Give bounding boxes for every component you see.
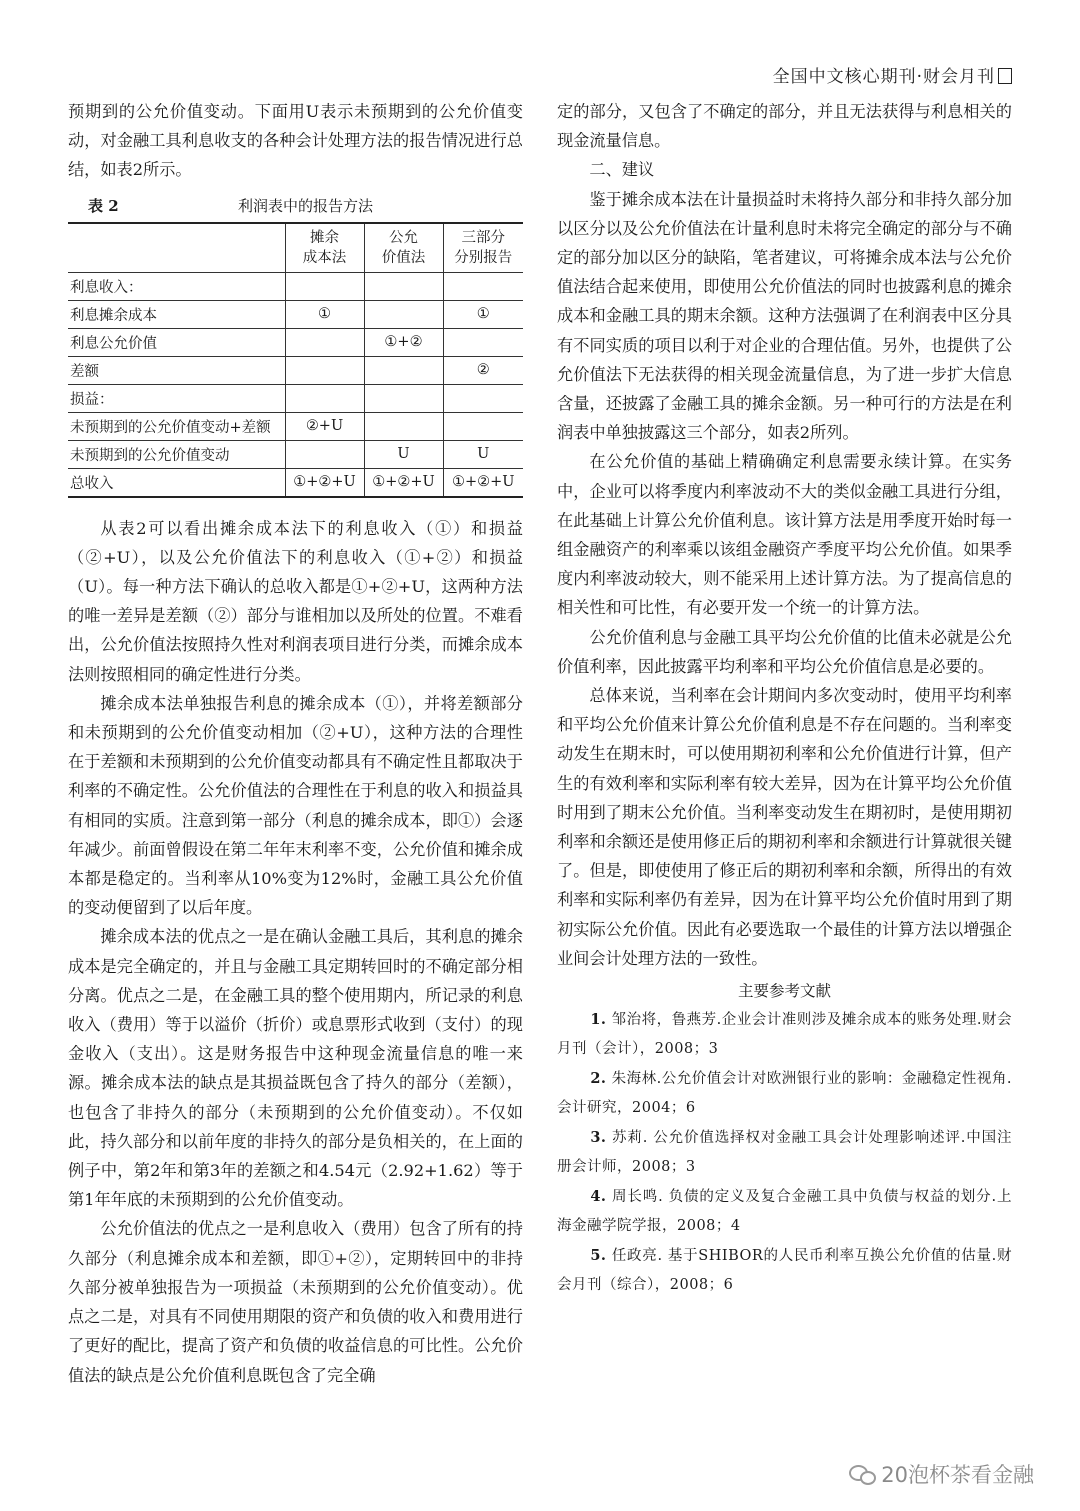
table-cell: U bbox=[364, 440, 443, 468]
row-label: 未预期到的公允价值变动 bbox=[68, 440, 285, 468]
reference-number: 1. bbox=[590, 1011, 607, 1029]
table-cell: ① bbox=[285, 300, 364, 328]
table-cell: ① bbox=[443, 300, 523, 328]
left-column bbox=[68, 97, 523, 1390]
header-line: 成本法 bbox=[302, 249, 347, 266]
reference-number: 3. bbox=[590, 1129, 607, 1147]
header-line: 价值法 bbox=[381, 249, 426, 266]
table-cell: ①+② bbox=[364, 328, 443, 356]
watermark bbox=[849, 1459, 1034, 1489]
reference-item bbox=[557, 1005, 1012, 1064]
body-paragraph: 在公允价值的基础上精确确定利息需要永续计算。在实务中，企业可以将季度内利率波动不大的类似金融工具进行分组，在此基础上计算公允价值利息。该计算方法是用季度开始时每一组金融资产的利率乘以该组金融资产季度平均公允价值。如果季度内利率波动较大，则不能采用上述计算方法。为了提高信息的相关性和可比性，有必要开发一个统一的计算方法。 bbox=[557, 452, 1012, 618]
row-label: 损益： bbox=[68, 384, 285, 412]
table-cell: ①+②+U bbox=[443, 468, 523, 497]
report-methods-table bbox=[68, 222, 523, 498]
reference-number: 2. bbox=[590, 1070, 607, 1088]
table-cell bbox=[443, 384, 523, 412]
row-label: 利息收入： bbox=[68, 272, 285, 300]
table-cell bbox=[443, 328, 523, 356]
right-column bbox=[557, 97, 1012, 1300]
row-label: 未预期到的公允价值变动+差额 bbox=[68, 412, 285, 440]
row-label: 差额 bbox=[68, 356, 285, 384]
body-paragraph: 公允价值利息与金融工具平均公允价值的比值未必就是公允价值利率，因此披露平均利率和平均公允价值信息是必要的。 bbox=[557, 627, 1012, 676]
header-line: 分别报告 bbox=[454, 249, 513, 266]
table-cell bbox=[443, 412, 523, 440]
table-cell bbox=[285, 384, 364, 412]
table-cell bbox=[364, 412, 443, 440]
intro-paragraph: 预期到的公允价值变动。下面用U表示未预期到的公允价值变动，对金融工具利息收支的各种会计处理方法的报告情况进行总结，如表2所示。 bbox=[68, 102, 523, 180]
journal-header bbox=[773, 62, 1012, 87]
square-icon bbox=[998, 68, 1012, 84]
section-heading: 二、建议 bbox=[589, 160, 655, 180]
table-row bbox=[68, 440, 523, 468]
journal-title: 全国中文核心期刊·财会月刊 bbox=[772, 67, 995, 87]
header-line: 摊余 bbox=[310, 229, 339, 246]
reference-text: 邹治将，鲁燕芳.企业会计准则涉及摊余成本的账务处理.财会月刊（会计），2008；3 bbox=[557, 1012, 1013, 1058]
wechat-icon bbox=[849, 1464, 875, 1484]
table-cell: U bbox=[443, 440, 523, 468]
body-paragraph: 公允价值法的优点之一是利息收入（费用）包含了所有的持久部分（利息摊余成本和差额，即①+②），定期转回中的非持久部分被单独报告为一项损益（未预期到的公允价值变动）。优点之二是，对具有不同使用期限的资产和负债的收入和费用进行了更好的配比，提高了资产和负债的收益信息的可比性。公允价值法的缺点是公允价值利息既包含了完全确 bbox=[68, 1219, 523, 1385]
body-paragraph: 从表2可以看出摊余成本法下的利息收入（①）和损益（②+U），以及公允价值法下的利息收入（①+②）和损益（U）。每一种方法下确认的总收入都是①+②+U，这两种方法的唯一差异是差额（②）部分与谁相加以及所处的位置。不难看出，公允价值法按照持久性对利润表项目进行分类，而摊余成本法则按照相同的确定性进行分类。 bbox=[68, 518, 523, 684]
table-cell bbox=[364, 356, 443, 384]
reference-item bbox=[557, 1182, 1012, 1241]
table-cell: ①+②+U bbox=[285, 468, 364, 497]
table-caption bbox=[68, 195, 523, 216]
reference-number: 5. bbox=[590, 1247, 607, 1265]
watermark-text: 20泡杯茶看金融 bbox=[881, 1463, 1034, 1487]
reference-text: 朱海林.公允价值会计对欧洲银行业的影响：金融稳定性视角.会计研究，2004；6 bbox=[557, 1071, 1013, 1117]
table-row bbox=[68, 412, 523, 440]
header-line: 三部分 bbox=[461, 229, 505, 246]
table-row bbox=[68, 356, 523, 384]
table-cell bbox=[285, 272, 364, 300]
table-header bbox=[285, 223, 364, 273]
reference-item bbox=[557, 1241, 1012, 1300]
body-paragraph: 鉴于摊余成本法在计量损益时未将持久部分和非持久部分加以区分以及公允价值法在计量利息时未将完全确定的部分与不确定的部分加以区分的缺陷，笔者建议，可将摊余成本法与公允价值法结合起来使用，即使用公允价值法的同时也披露利息的摊余成本和金融工具的期末余额。这种方法强调了在利润表中区分具有不同实质的项目以利于对企业的合理估值。另外，也提供了公允价值法下无法获得的相关现金流量信息，为了进一步扩大信息含量，还披露了金融工具的摊余金额。另一种可行的方法是在利润表中单独披露这三个部分，如表2所列。 bbox=[557, 189, 1012, 443]
table-cell: ② bbox=[443, 356, 523, 384]
reference-text: 苏莉. 公允价值选择权对金融工具会计处理影响述评.中国注册会计师，2008；3 bbox=[557, 1130, 1012, 1176]
body-paragraph: 总体来说，当利率在会计期间内多次变动时，使用平均利率和平均公允价值来计算公允价值利息是不存在问题的。当利率变动发生在期末时，可以使用期初利率和公允价值进行计算，但产生的有效利率和实际利率有较大差异，因为在计算平均公允价值时用到了期末公允价值。当利率变动发生在期初时，是使用期初利率和余额还是使用修正后的期初利率和余额进行计算就很关键了。但是，即使使用了修正后的期初利率和余额，所得出的有效利率和实际利率仍有差异，因为在计算平均公允价值时用到了期初实际公允价值。因此有必要选取一个最佳的计算方法以增强企业间会计处理方法的一致性。 bbox=[557, 686, 1012, 968]
body-paragraph: 摊余成本法的优点之一是在确认金融工具后，其利息的摊余成本是完全确定的，并且与金融工具定期转回时的不确定部分相分离。优点之二是，在金融工具的整个使用期内，所记录的利息收入（费用）等于以溢价（折价）或息票形式收到（支付）的现金收入（支出）。这是财务报告中这种现金流量信息的唯一来源。摊余成本法的缺点是其损益既包含了持久的部分（差额），也包含了非持久的部分（未预期到的公允价值变动）。不仅如此，持久部分和以前年度的非持久的部分是负相关的，在上面的例子中，第2年和第3年的差额之和4.54元（2.92+1.62）等于第1年年底的未预期到的公允价值变动。 bbox=[68, 927, 523, 1210]
header-line: 公允 bbox=[389, 229, 418, 246]
table-row bbox=[68, 384, 523, 412]
table-cell bbox=[285, 440, 364, 468]
reference-number: 4. bbox=[590, 1188, 607, 1206]
table-cell bbox=[364, 384, 443, 412]
reference-item bbox=[557, 1123, 1012, 1182]
table-header bbox=[364, 223, 443, 273]
table-row bbox=[68, 468, 523, 497]
table-cell bbox=[364, 300, 443, 328]
reference-item bbox=[557, 1064, 1012, 1123]
row-label: 利息公允价值 bbox=[68, 328, 285, 356]
table-cell bbox=[285, 356, 364, 384]
table-header bbox=[443, 223, 523, 273]
table-row bbox=[68, 328, 523, 356]
row-label: 总收入 bbox=[68, 468, 285, 497]
table-cell bbox=[364, 272, 443, 300]
body-paragraph: 摊余成本法单独报告利息的摊余成本（①），并将差额部分和未预期到的公允价值变动相加（②+U），这种方法的合理性在于差额和未预期到的公允价值变动都具有不确定性且都取决于利率的不确定性。公允价值法的合理性在于利息的收入和损益具有相同的实质。注意到第一部分（利息的摊余成本，即①）会逐年减少。前面曾假设在第二年年末利率不变，公允价值和摊余成本都是稳定的。当利率从10%变为12%时，金融工具公允价值的变动便留到了以后年度。 bbox=[68, 693, 523, 918]
row-label: 利息摊余成本 bbox=[68, 300, 285, 328]
table-row bbox=[68, 272, 523, 300]
table-cell bbox=[285, 328, 364, 356]
table-cell bbox=[443, 272, 523, 300]
references-title: 主要参考文献 bbox=[737, 982, 831, 1001]
reference-text: 任政亮. 基于SHIBOR的人民币利率互换公允价值的估量.财会月刊（综合），2008；6 bbox=[557, 1248, 1012, 1294]
table-row bbox=[68, 300, 523, 328]
table-corner bbox=[68, 223, 285, 273]
table-number: 表 2 bbox=[88, 196, 119, 215]
table-title: 利润表中的报告方法 bbox=[238, 196, 374, 215]
table-cell: ②+U bbox=[285, 412, 364, 440]
table-cell: ①+②+U bbox=[364, 468, 443, 497]
continuation-paragraph: 定的部分，又包含了不确定的部分，并且无法获得与利息相关的现金流量信息。 bbox=[557, 102, 1012, 151]
reference-text: 周长鸣. 负债的定义及复合金融工具中负债与权益的划分.上海金融学院学报，2008；4 bbox=[557, 1189, 1012, 1235]
